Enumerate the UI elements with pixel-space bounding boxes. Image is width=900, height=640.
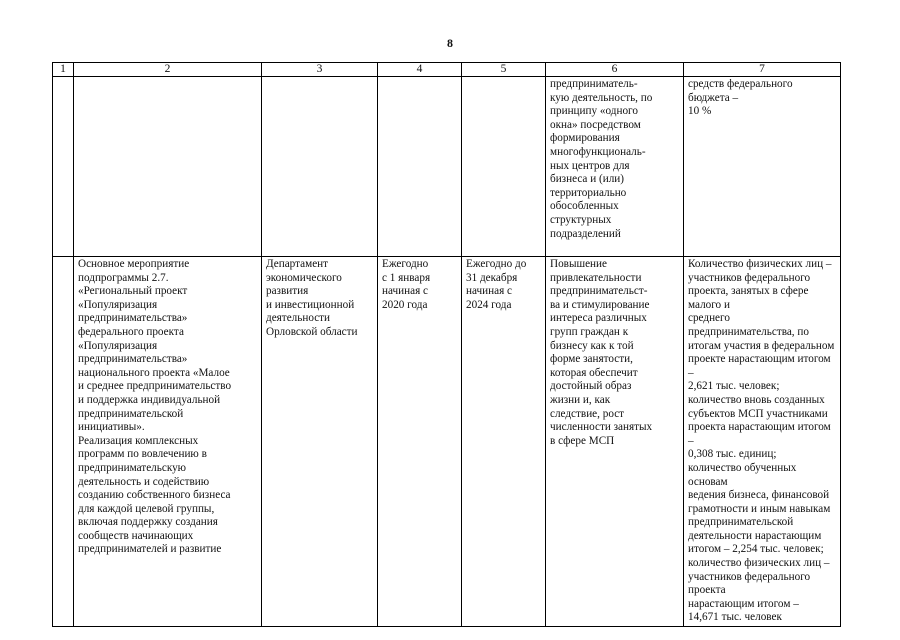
table-cell-indicators: Количество физических лиц – участников федерального проекта, занятых в сфере малого и среднего предпринимательства, по итогам участия в федеральном проекте нарастающим итогом – 2,621 тыс. человек; количество вновь созданных субъектов МСП участниками проекта нарастающим итогом – 0,308 тыс. единиц; количество обученных основам ведения бизнеса, финансовой грамотности и иным навыкам предпринимательской деятельности нарастающим итогом – 2,254 тыс. человек; количество физических лиц – участников федерального проекта нарастающим итогом – 14,671 тыс. человек <box>684 257 841 627</box>
column-number: 6 <box>546 63 684 77</box>
table-cell-responsible: Департамент экономического развития и инвестиционной деятельности Орловской области <box>262 257 378 627</box>
table-cell-index <box>53 257 74 627</box>
column-number: 3 <box>262 63 378 77</box>
table-row <box>53 77 841 257</box>
table-cell-index <box>53 77 74 257</box>
table-cell-end <box>462 77 546 257</box>
table-row <box>53 257 841 627</box>
table-cell-start <box>378 77 462 257</box>
table-cell-result: Повышение привлекательности предпринимательст- ва и стимулирование интереса различных групп граждан к бизнесу как к той форме занятости, которая обеспечит достойный образ жизни и, как следствие, рост численности занятых в сфере МСП <box>546 257 684 627</box>
column-number: 7 <box>684 63 841 77</box>
table-cell-start: Ежегодно с 1 января начиная с 2020 года <box>378 257 462 627</box>
column-number: 2 <box>74 63 262 77</box>
table-cell-responsible <box>262 77 378 257</box>
program-table <box>52 62 841 627</box>
page-number: 8 <box>447 36 453 50</box>
table-cell-activity <box>74 77 262 257</box>
table-cell-activity: Основное мероприятие подпрограммы 2.7. «Региональный проект «Популяризация предпринимательства» федерального проекта «Популяризация предпринимательства» национального проекта «Малое и среднее предпринимательство и поддержка индивидуальной предпринимательской инициативы». Реализация комплексных программ по вовлечению в предпринимательскую деятельность и содействию созданию собственного бизнеса для каждой целевой группы, включая поддержку создания сообществ начинающих предпринимателей и развитие <box>74 257 262 627</box>
column-number-row <box>53 63 841 77</box>
table-cell-result: предприниматель- кую деятельность, по принципу «одного окна» посредством формирования многофункциональ- ных центров для бизнеса и (или) территориально обособленных структурных подразделений <box>546 77 684 257</box>
column-number: 1 <box>53 63 74 77</box>
column-number: 5 <box>462 63 546 77</box>
table-cell-indicators: средств федерального бюджета – 10 % <box>684 77 841 257</box>
column-number: 4 <box>378 63 462 77</box>
table-cell-end: Ежегодно до 31 декабря начиная с 2024 года <box>462 257 546 627</box>
